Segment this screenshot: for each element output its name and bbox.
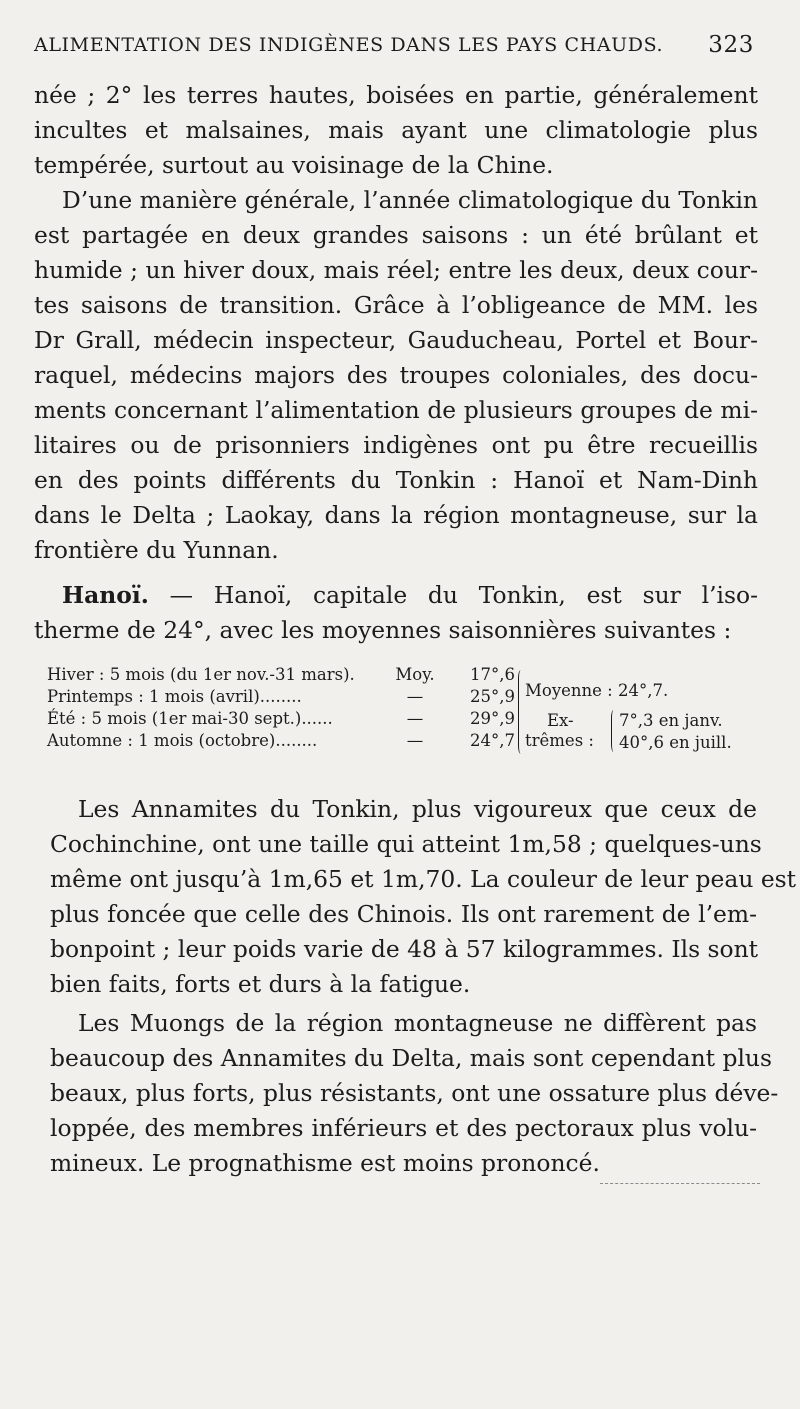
text-line: ments concernant l’alimentation de plusieurs groupes de mi- — [34, 396, 758, 424]
text-line: née ; 2° les terres hautes, boisées en partie, généralement — [34, 81, 758, 109]
paragraph-hanoi — [34, 578, 758, 648]
climate-row — [47, 664, 515, 686]
dash: — — [406, 709, 424, 728]
paragraph-muongs — [50, 1006, 779, 1181]
run-in-heading: Hanoï. — [62, 581, 149, 609]
running-header — [34, 34, 754, 56]
page-number: 323 — [708, 32, 754, 58]
brace — [611, 710, 617, 752]
text-line: mineux. Le prognathisme est moins prononcé. — [50, 1149, 600, 1177]
text-line: plus foncée que celle des Chinois. Ils ont rarement de l’em- — [50, 900, 757, 928]
text-line: dans le Delta ; Laokay, dans la région montagneuse, sur la — [34, 501, 758, 529]
season-label: Hiver : 5 mois (du 1er nov.-31 mars). — [47, 665, 355, 684]
text-line-rest: — Hanoï, capitale du Tonkin, est sur l’iso- — [148, 581, 758, 609]
text-line: tes saisons de transition. Grâce à l’obligeance de MM. les — [34, 291, 758, 319]
text-line: beaucoup des Annamites du Delta, mais sont cependant plus — [50, 1044, 773, 1072]
text-line: même ont jusqu’à 1m,65 et 1m,70. La couleur de leur peau est — [50, 865, 797, 893]
climate-row — [47, 686, 515, 708]
paragraph-climate — [34, 183, 758, 568]
text-line: est partagée en deux grandes saisons : un été brûlant et — [34, 221, 758, 249]
season-label: Automne : 1 mois (octobre)........ — [47, 731, 318, 750]
dash: — — [406, 687, 424, 706]
text-line: litaires ou de prisonniers indigènes ont pu être recueillis — [34, 431, 758, 459]
text-line: beaux, plus forts, plus résistants, ont une ossature plus déve- — [50, 1079, 779, 1107]
text-line: Dr Grall, médecin inspecteur, Gauducheau, Portel et Bour- — [34, 326, 758, 354]
climate-row — [47, 730, 515, 752]
text-line: Les Muongs de la région montagneuse ne diffèrent pas — [78, 1009, 757, 1037]
dash: — — [406, 731, 424, 750]
text-line: loppée, des membres inférieurs et des pectoraux plus volu- — [50, 1114, 757, 1142]
season-value: 24°,7 — [470, 731, 515, 750]
text-line: frontière du Yunnan. — [34, 536, 279, 564]
text-line: bien faits, forts et durs à la fatigue. — [50, 970, 471, 998]
paragraph-continuation — [34, 78, 758, 183]
text-line: humide ; un hiver doux, mais réel; entre les deux, deux cour- — [34, 256, 758, 284]
climate-table — [47, 664, 759, 760]
extreme-max: 40°,6 en juill. — [619, 733, 732, 752]
text-line: bonpoint ; leur poids varie de 48 à 57 kilogrammes. Ils sont — [50, 935, 759, 963]
annual-mean: Moyenne : 24°,7. — [525, 681, 669, 700]
text-line: Les Annamites du Tonkin, plus vigoureux que ceux de — [78, 795, 757, 823]
season-label: Été : 5 mois (1er mai-30 sept.)...... — [47, 709, 333, 728]
season-value: 25°,9 — [470, 687, 515, 706]
season-value: 29°,9 — [470, 709, 515, 728]
section-end-rule — [600, 1183, 760, 1185]
season-label: Printemps : 1 mois (avril)........ — [47, 687, 302, 706]
extreme-min: 7°,3 en janv. — [619, 711, 723, 730]
extremes-label: trêmes : — [525, 731, 594, 750]
paragraph-annamites — [50, 792, 797, 1002]
text-line: tempérée, surtout au voisinage de la Chine. — [34, 151, 554, 179]
text-line: incultes et malsaines, mais ayant une climatologie plus — [34, 116, 758, 144]
text-line: therme de 24°, avec les moyennes saisonnières suivantes : — [34, 616, 732, 644]
text-line: en des points différents du Tonkin : Hanoï et Nam-Dinh — [34, 466, 758, 494]
text-line — [34, 578, 758, 613]
climate-row — [47, 708, 515, 730]
brace — [518, 670, 525, 754]
moy-label: Moy. — [395, 665, 435, 684]
season-value: 17°,6 — [470, 665, 515, 684]
text-line: Cochinchine, ont une taille qui atteint 1m,58 ; quelques-uns — [50, 830, 762, 858]
text-line: raquel, médecins majors des troupes coloniales, des docu- — [34, 361, 758, 389]
text-line: D’une manière générale, l’année climatologique du Tonkin — [62, 186, 758, 214]
extremes-label: Ex- — [547, 711, 574, 730]
running-title: ALIMENTATION DES INDIGÈNES DANS LES PAYS CHAUDS. — [34, 34, 664, 56]
